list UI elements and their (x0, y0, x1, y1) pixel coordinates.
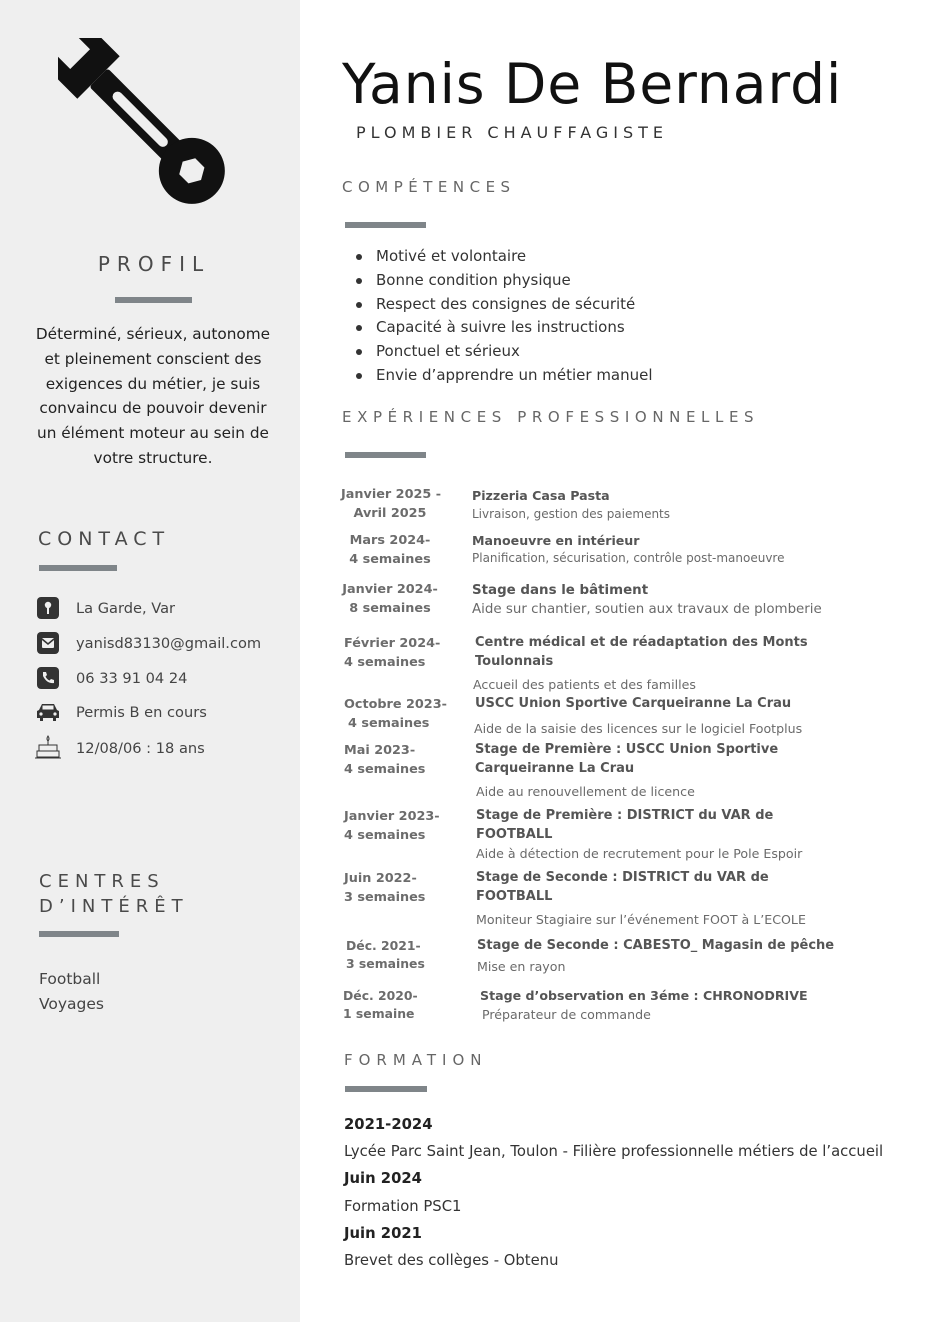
experience-role: Stage d’observation en 3éme : CHRONODRIVE (480, 988, 808, 1003)
experience-role (476, 869, 769, 906)
experience-role-line1: Stage de Seconde : DISTRICT du VAR de (476, 870, 769, 885)
experience-role: USCC Union Sportive Carqueiranne La Crau (475, 696, 792, 711)
experience-date-duration: 3 semaines (344, 890, 426, 905)
location-pin-icon (34, 595, 62, 621)
contact-birthday-text: 12/08/06 : 18 ans (76, 739, 205, 757)
competence-item: Respect des consignes de sécurité (356, 293, 653, 317)
experience-date-start: Janvier 2023- (344, 809, 440, 824)
formation-year: Juin 2024 (344, 1170, 422, 1187)
contact-permis (34, 698, 207, 726)
experience-role: Stage de Seconde : CABESTO_ Magasin de pêche (477, 938, 835, 953)
experience-desc: Livraison, gestion des paiements (472, 507, 671, 521)
profil-text: Déterminé, sérieux, autonome et pleinement conscient des exigences du métier, je suis convaincu de pouvoir devenir un élément moteur au sein de votre structure. (35, 325, 271, 467)
interets-title-line1: CENTRES (39, 871, 165, 892)
experience-date-duration: 1 semaine (343, 1006, 415, 1021)
experience-date-duration: 4 semaines (349, 552, 431, 567)
experience-date (344, 695, 447, 733)
experience-desc: Aide au renouvellement de licence (476, 784, 695, 799)
experience-date (341, 580, 439, 618)
formation-divider (345, 1086, 427, 1092)
mail-icon (34, 630, 62, 656)
contact-title: CONTACT (38, 528, 171, 550)
candidate-name: Yanis De Bernardi (342, 52, 843, 116)
competence-item: Capacité à suivre les instructions (356, 316, 653, 340)
experience-role-line1: Centre médical et de réadaptation des Monts (475, 635, 808, 650)
experiences-title: EXPÉRIENCES PROFESSIONNELLES (342, 408, 760, 426)
experience-date-start: Février 2024- (344, 636, 441, 651)
experience-desc: Aide sur chantier, soutien aux travaux de plomberie (472, 602, 822, 617)
contact-email-text[interactable]: yanisd83130@gmail.com (76, 634, 262, 652)
experience-date-duration: 8 semaines (349, 601, 431, 616)
formation-year: 2021-2024 (344, 1116, 433, 1133)
birthday-cake-icon (34, 735, 62, 761)
interet-item: Voyages (39, 995, 105, 1013)
experience-date-duration: Avril 2025 (353, 506, 427, 521)
experience-date-start: Mai 2023- (344, 743, 416, 758)
sidebar (0, 0, 300, 1322)
job-title: PLOMBIER CHAUFFAGISTE (356, 123, 669, 142)
main-content (300, 0, 932, 1322)
experience-date-start: Déc. 2021- (346, 938, 421, 953)
experience-date-duration: 4 semaines (344, 762, 426, 777)
competences-list (356, 245, 653, 388)
formation-detail: Formation PSC1 (344, 1198, 462, 1215)
experience-date-duration: 4 semaines (344, 828, 426, 843)
experience-date (341, 485, 442, 523)
experience-date-start: Déc. 2020- (343, 988, 418, 1003)
experience-date-duration: 3 semaines (346, 956, 425, 971)
car-icon (34, 699, 62, 725)
experience-desc: Planification, sécurisation, contrôle post-manoeuvre (472, 551, 785, 565)
experience-date-duration: 4 semaines (348, 716, 430, 731)
competence-item: Bonne condition physique (356, 269, 653, 293)
contact-divider (39, 565, 117, 571)
experience-date (344, 741, 425, 779)
interets-title-line2: D’INTÉRÊT (39, 896, 189, 917)
experience-role-line1: Stage de Première : USCC Union Sportive (475, 742, 779, 757)
experience-role: Manoeuvre en intérieur (472, 533, 640, 548)
contact-location (34, 594, 175, 622)
experience-desc: Aide à détection de recrutement pour le Pole Espoir (476, 846, 803, 861)
experience-desc: Préparateur de commande (482, 1007, 651, 1022)
experience-role (475, 634, 808, 671)
competence-item: Motivé et volontaire (356, 245, 653, 269)
experience-role (476, 807, 773, 844)
experience-date-start: Janvier 2024- (342, 582, 438, 597)
phone-icon (34, 665, 62, 691)
contact-location-text: La Garde, Var (76, 599, 176, 617)
contact-phone-text[interactable]: 06 33 91 04 24 (76, 669, 188, 687)
experience-date (344, 634, 440, 672)
contact-phone[interactable] (34, 664, 187, 692)
competences-divider (345, 222, 426, 228)
experience-desc: Aide de la saisie des licences sur le logiciel Footplus (474, 721, 803, 736)
experience-date-duration: 4 semaines (344, 655, 426, 670)
experience-role: Pizzeria Casa Pasta (472, 488, 610, 503)
contact-email[interactable] (34, 629, 261, 657)
interets-list (39, 967, 104, 1017)
formation-detail: Brevet des collèges - Obtenu (344, 1252, 559, 1269)
profil-title: PROFIL (97, 252, 211, 276)
interet-item: Football (39, 970, 101, 988)
experience-desc: Moniteur Stagiaire sur l’événement FOOT à L’ECOLE (476, 912, 806, 927)
experience-desc: Accueil des patients et des familles (473, 677, 696, 692)
competences-title: COMPÉTENCES (342, 178, 516, 196)
formation-detail: Lycée Parc Saint Jean, Toulon - Filière professionnelle métiers de l’accueil (344, 1143, 884, 1160)
experience-date (344, 807, 440, 845)
experience-role: Stage dans le bâtiment (472, 583, 649, 598)
experience-role-line2: Carqueiranne La Crau (475, 760, 635, 776)
contact-birthday (34, 734, 205, 762)
experience-role-line1: Stage de Première : DISTRICT du VAR de (476, 808, 774, 823)
profil-divider (115, 297, 192, 303)
interets-title (39, 869, 189, 919)
experience-date-start: Janvier 2025 - (341, 487, 442, 502)
competence-item: Ponctuel et sérieux (356, 340, 653, 364)
experience-date (343, 987, 418, 1023)
contact-permis-text: Permis B en cours (76, 703, 207, 721)
experiences-divider (345, 452, 426, 458)
formation-year: Juin 2021 (344, 1225, 422, 1242)
interets-divider (39, 931, 119, 937)
formation-title: FORMATION (344, 1051, 488, 1069)
competence-item: Envie d’apprendre un métier manuel (356, 364, 653, 388)
experience-date-start: Mars 2024- (349, 533, 431, 548)
experience-role-line2: Toulonnais (475, 653, 554, 669)
experience-date-start: Juin 2022- (344, 871, 417, 886)
experience-role-line2: FOOTBALL (476, 826, 553, 842)
wrench-icon (58, 38, 238, 216)
experience-role (475, 741, 778, 778)
experience-date (341, 531, 439, 569)
experience-desc: Mise en rayon (477, 959, 566, 974)
experience-date (346, 937, 425, 973)
experience-role-line2: FOOTBALL (476, 888, 553, 904)
experience-date (344, 869, 425, 907)
experience-date-start: Octobre 2023- (344, 697, 447, 712)
